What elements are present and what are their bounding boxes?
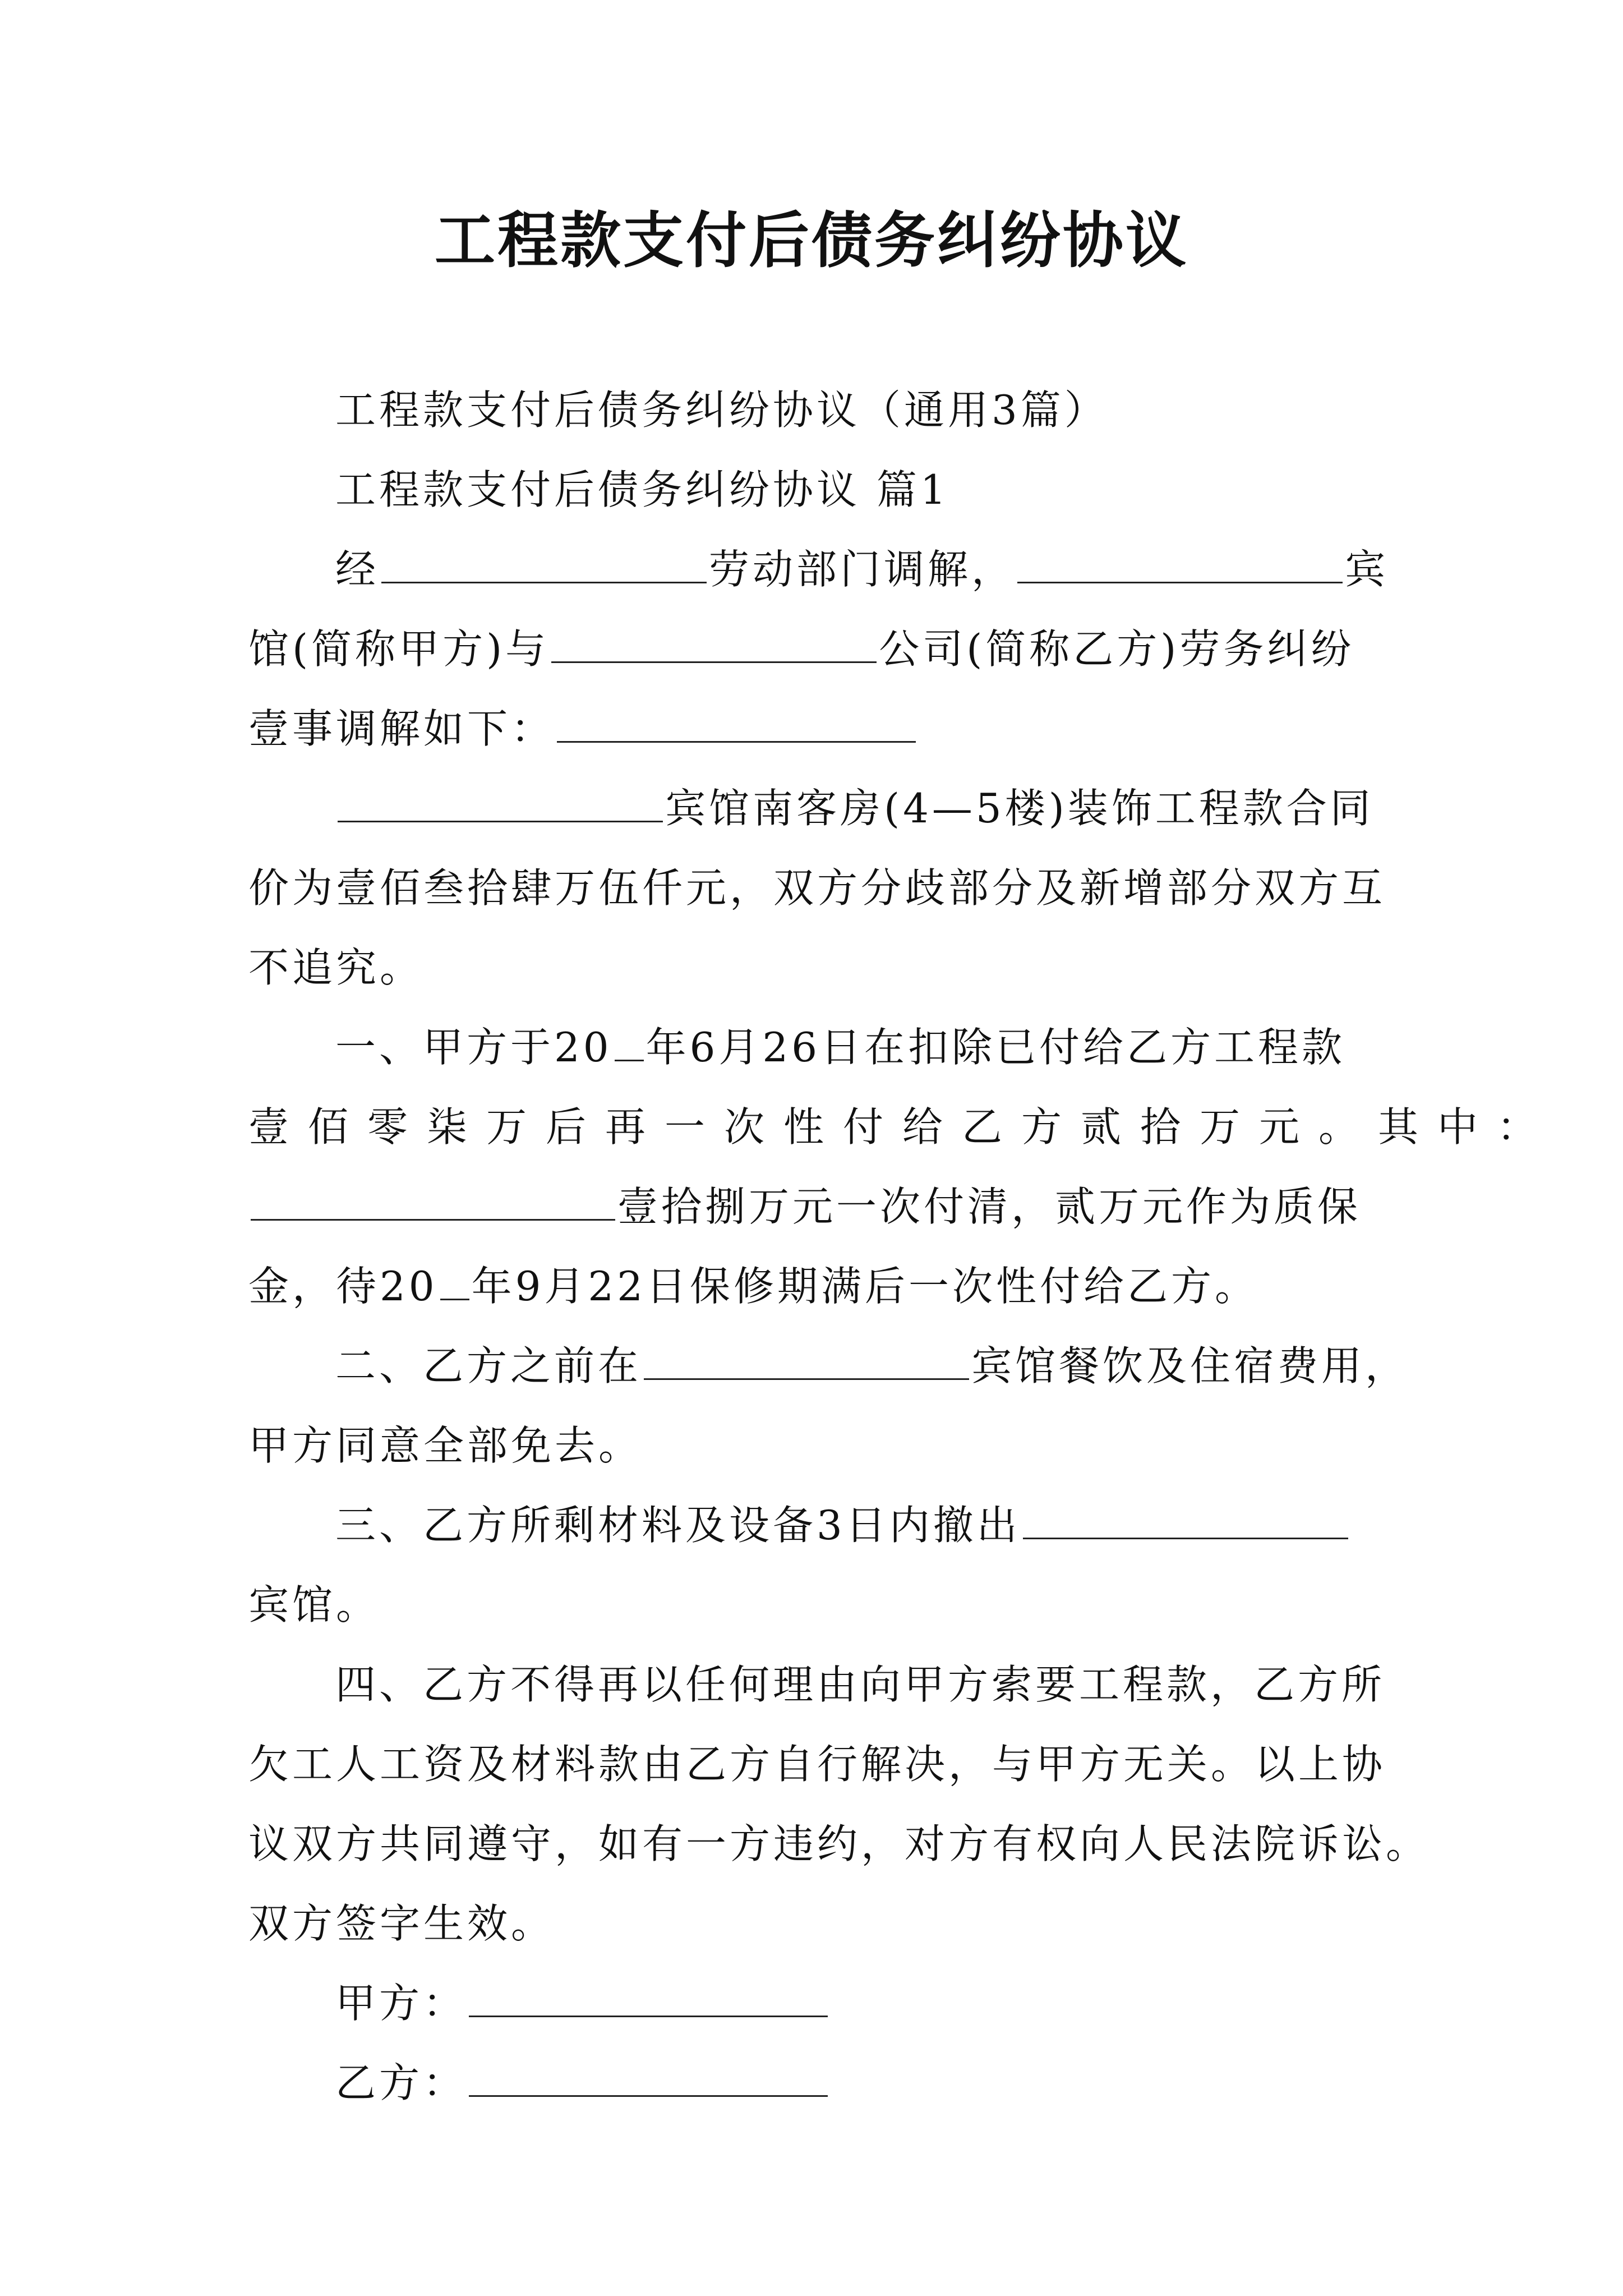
fill-in-blank [338,776,663,822]
signature-blank [469,2050,828,2097]
fill-in-blank [251,1174,615,1221]
text-span: 经 [335,546,380,593]
paragraph-line [248,1167,1387,1246]
fill-in-blank [440,1254,469,1300]
text-span: 金，待20 [248,1263,438,1310]
text-span: 宾馆南客房(4—5楼)装饰工程款合同 [665,785,1374,832]
text-span: 壹拾捌万元一次付清，贰万元作为质保 [617,1183,1362,1230]
document-subtitle: 工程款支付后债务纠纷协议（通用3篇） [335,386,1108,434]
text-span: 壹事调解如下： [248,705,555,752]
signature-line-party-b [248,2043,1387,2123]
paragraph-line: 四、乙方不得再以任何理由向甲方索要工程款，乙方所 [335,1661,1386,1708]
text-span: 公司(简称乙方)劳务纠纷 [879,625,1355,673]
section-heading: 工程款支付后债务纠纷协议 篇1 [335,466,949,513]
fill-in-blank [644,1333,969,1380]
paragraph-line [248,689,1387,769]
fill-in-blank [1017,537,1343,583]
document-title: 工程款支付后债务纠纷协议 [434,206,1188,276]
text-span: 馆(简称甲方)与 [248,625,550,673]
document-body [248,370,1557,2123]
fill-in-blank [381,537,707,583]
text-span: 年6月26日在扣除已付给乙方工程款 [645,1024,1346,1071]
paragraph-line [248,609,1387,689]
paragraph-line [248,769,1387,848]
paragraph-line: 欠工人工资及材料款由乙方自行解决，与甲方无关。以上协 [248,1741,1386,1788]
paragraph-line: 价为壹佰叁拾肆万伍仟元，双方分歧部分及新增部分双方互 [248,864,1386,912]
fill-in-blank [615,1015,644,1061]
paragraph-line: 壹佰零柒万后再一次性付给乙方贰拾万元。其中： [248,1103,1557,1151]
paragraph-line [248,1246,1387,1326]
fill-in-blank [1023,1493,1348,1539]
signature-label: 乙方： [335,2059,467,2106]
paragraph-line: 双方签字生效。 [248,1900,555,1947]
paragraph-line: 甲方同意全部免去。 [248,1422,643,1469]
paragraph-line: 议双方共同遵守，如有一方违约，对方有权向人民法院诉讼。 [248,1820,1430,1867]
fill-in-blank [557,696,916,743]
paragraph-line: 宾馆。 [248,1581,380,1628]
paragraph-line [248,1326,1409,1406]
paragraph-line [248,1485,1387,1565]
paragraph-line [248,1007,1387,1087]
text-span: 年9月22日保修期满后一次性付给乙方。 [471,1263,1259,1310]
text-span: 宾 [1345,546,1389,593]
signature-line-party-a [248,1963,1387,2043]
text-span: 二、乙方之前在 [335,1342,642,1389]
fill-in-blank [551,616,877,663]
paragraph-line [248,530,1387,609]
text-span: 宾馆餐饮及住宿费用， [971,1342,1409,1389]
signature-blank [469,1971,828,2017]
signature-label: 甲方： [335,1980,467,2027]
text-span: 一、甲方于20 [335,1024,612,1071]
text-span: 劳动部门调解， [709,546,1016,593]
paragraph-line: 不追究。 [248,944,424,991]
text-span: 三、乙方所剩材料及设备3日内撤出 [335,1502,1021,1549]
